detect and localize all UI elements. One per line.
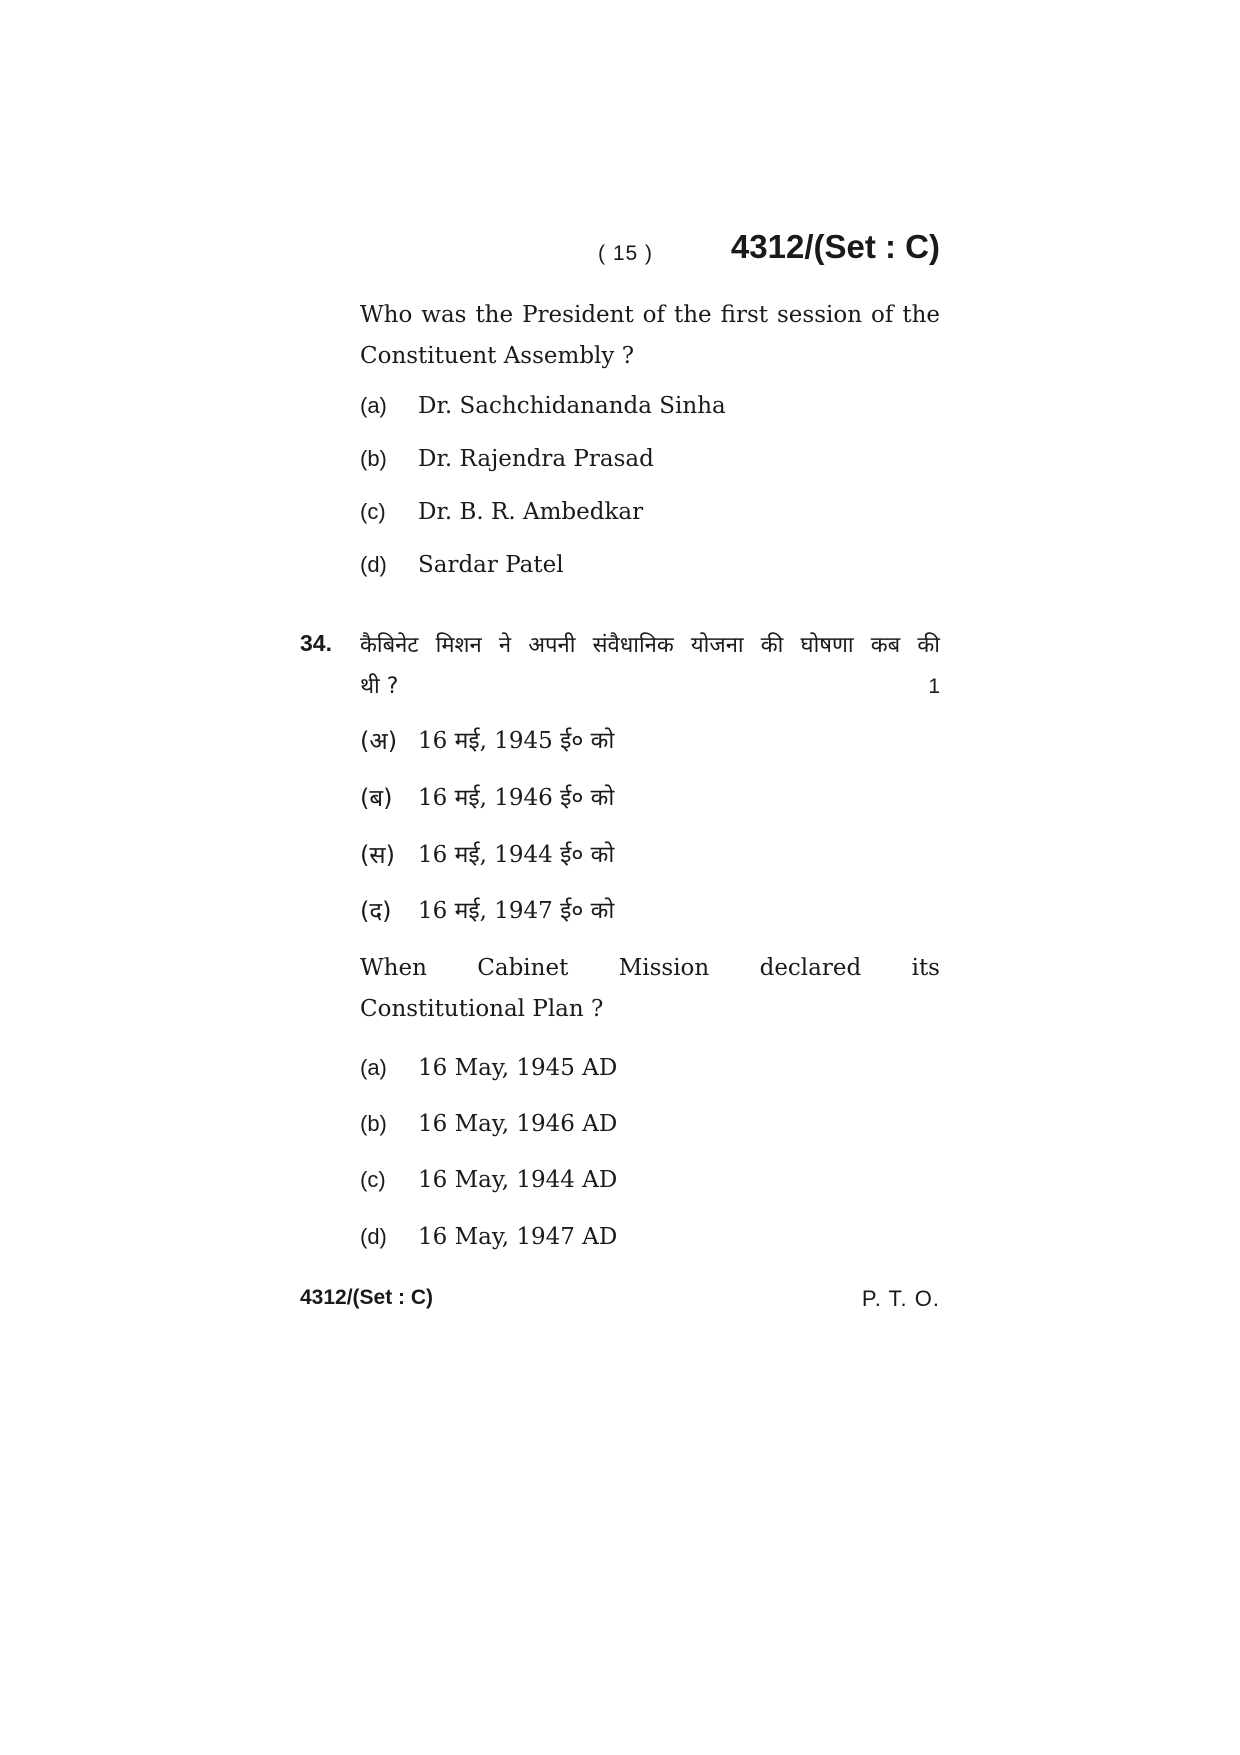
option-text: 16 मई, 1947 ई० को: [418, 898, 615, 924]
q34-option-d: [360, 1220, 940, 1254]
option-label: (स): [360, 841, 395, 869]
option-label: (a): [360, 1055, 387, 1080]
q34-option-a: [360, 1051, 940, 1085]
option-label: (d): [360, 1224, 387, 1249]
q33-option-b: [360, 442, 940, 476]
option-text: 16 मई, 1946 ई० को: [418, 785, 615, 811]
option-text: Dr. B. R. Ambedkar: [418, 499, 644, 525]
option-text: 16 May, 1945 AD: [418, 1055, 618, 1081]
option-label: (c): [360, 1167, 386, 1192]
hindi-question-line-2-text: थी ?: [360, 674, 399, 699]
q34-english-question-line-1: When Cabinet Mission declared its: [360, 955, 940, 981]
q34-hindi-option-c: [360, 838, 940, 872]
q34-hindi-question: [360, 625, 940, 707]
option-text: Dr. Sachchidananda Sinha: [418, 393, 726, 419]
footer-paper-code: 4312/(Set : C): [300, 1286, 434, 1309]
q33-option-d: [360, 548, 940, 582]
q34-hindi-option-a: [360, 724, 940, 758]
question-number: 34.: [300, 630, 332, 656]
footer-pto: P. T. O.: [861, 1286, 940, 1311]
option-label: (b): [360, 446, 387, 471]
option-label: (d): [360, 552, 387, 577]
option-text: Sardar Patel: [418, 552, 564, 578]
q33-option-c: [360, 495, 940, 529]
page-number: ( 15 ): [598, 242, 654, 265]
option-label: (a): [360, 393, 387, 418]
option-text: 16 मई, 1944 ई० को: [418, 842, 615, 868]
q33-option-a: [360, 389, 940, 423]
page-header: [300, 228, 940, 278]
question-marks: 1: [928, 675, 940, 698]
q34-english-question-line-2: Constitutional Plan ?: [360, 996, 604, 1022]
option-text: 16 May, 1944 AD: [418, 1167, 618, 1193]
option-label: (द): [360, 897, 392, 925]
q33-english-question: Who was the President of the first session of the Constituent Assembly ?: [360, 302, 940, 369]
option-text: 16 मई, 1945 ई० को: [418, 728, 615, 754]
q34-hindi-option-d: [360, 894, 940, 928]
q34-option-c: [360, 1163, 940, 1197]
option-text: 16 May, 1946 AD: [418, 1111, 618, 1137]
option-text: Dr. Rajendra Prasad: [418, 446, 654, 472]
option-label: (ब): [360, 784, 393, 812]
q34-hindi-option-b: [360, 781, 940, 815]
paper-code: 4312/(Set : C): [730, 228, 940, 265]
hindi-question-line-2: [360, 666, 940, 707]
option-text: 16 May, 1947 AD: [418, 1224, 618, 1250]
option-label: (b): [360, 1111, 387, 1136]
q34-option-b: [360, 1107, 940, 1141]
option-label: (c): [360, 499, 386, 524]
hindi-question-line-1: कैबिनेट मिशन ने अपनी संवैधानिक योजना की घोषणा कब की: [360, 633, 940, 658]
option-label: (अ): [360, 727, 398, 755]
